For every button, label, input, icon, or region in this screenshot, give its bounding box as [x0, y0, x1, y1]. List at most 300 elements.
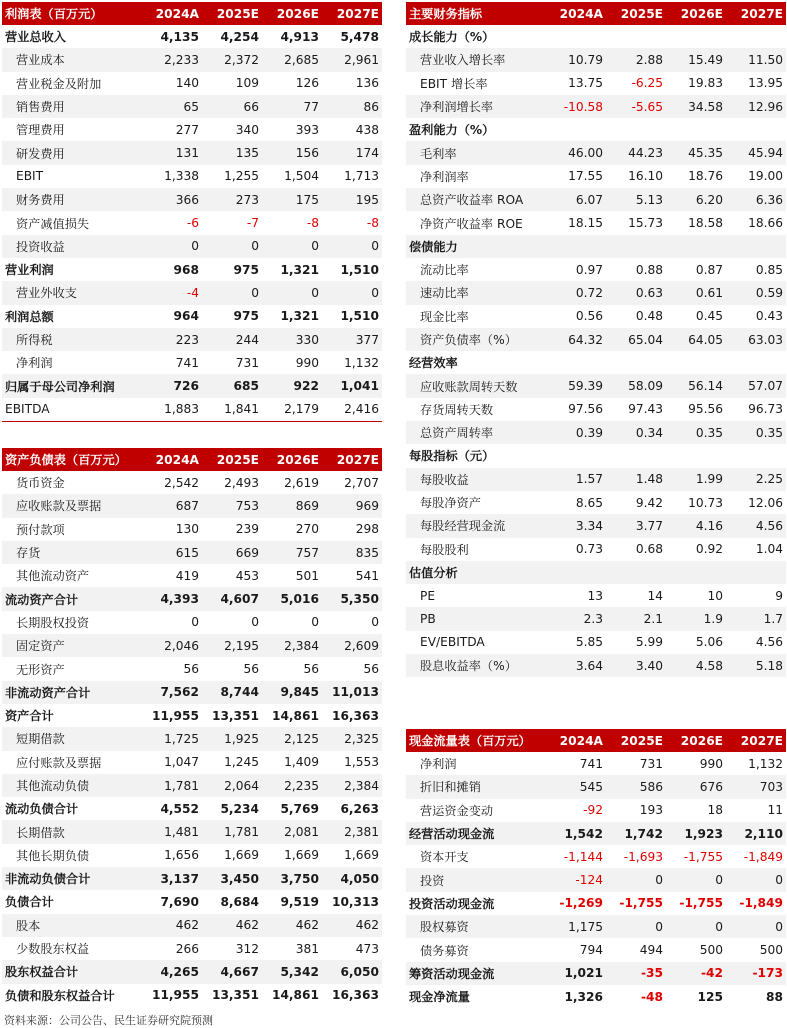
- value-cell: 0.35: [726, 421, 786, 444]
- value-cell: -8: [306, 216, 319, 231]
- value-cell: [666, 351, 726, 374]
- table-row: [2, 188, 382, 211]
- value-cell: 1.9: [666, 607, 726, 630]
- column-header: 2025E: [202, 448, 262, 471]
- value-cell: 726: [142, 374, 202, 397]
- value-cell: 1,553: [344, 755, 379, 770]
- value-cell: 5.06: [695, 635, 723, 650]
- value-cell: 2,046: [142, 634, 202, 657]
- row-label: 资产负债率（%）: [406, 328, 546, 351]
- value-cell: 703: [726, 775, 786, 798]
- value-cell: -1,849: [739, 896, 783, 911]
- table-row: [2, 914, 382, 937]
- value-cell: 97.43: [628, 402, 663, 417]
- financial-ratios-table: [406, 2, 786, 677]
- value-cell: 0: [322, 281, 382, 304]
- value-cell: 669: [202, 541, 262, 564]
- value-cell: 44.23: [606, 141, 666, 164]
- value-cell: 65.04: [606, 328, 666, 351]
- value-cell: 1.57: [546, 468, 606, 491]
- value-cell: 1,781: [202, 820, 262, 843]
- value-cell: 56: [183, 662, 199, 677]
- value-cell: [666, 25, 726, 48]
- value-cell: 14: [647, 588, 663, 603]
- value-cell: 11,955: [151, 708, 199, 723]
- value-cell: 9.42: [635, 495, 663, 510]
- value-cell: 3,137: [142, 867, 202, 890]
- table-title: 资产负债表（百万元）: [2, 448, 142, 471]
- value-cell: [666, 118, 726, 141]
- value-cell: 1,669: [344, 848, 379, 863]
- table-row: [406, 607, 786, 630]
- table-row: [406, 374, 786, 397]
- value-cell: 462: [142, 914, 202, 937]
- row-label: 应收账款及票据: [2, 494, 142, 517]
- value-cell: 2.88: [606, 48, 666, 71]
- value-cell: 975: [233, 262, 259, 277]
- row-label: 预付款项: [16, 522, 65, 537]
- value-cell: 11,013: [322, 681, 382, 704]
- column-header: 2026E: [666, 2, 726, 25]
- value-cell: 96.73: [748, 402, 783, 417]
- value-cell: 34.58: [666, 95, 726, 118]
- value-cell: 12.06: [748, 495, 783, 510]
- value-cell: [546, 118, 606, 141]
- value-cell: 19.00: [748, 169, 783, 184]
- value-cell: 377: [322, 328, 382, 351]
- table-row: [2, 72, 382, 95]
- value-cell: [726, 25, 786, 48]
- value-cell: 88: [766, 989, 783, 1004]
- table-row: [406, 48, 786, 71]
- value-cell: 56: [363, 662, 379, 677]
- table-row: [406, 985, 786, 1008]
- row-label: 长期借款: [2, 820, 142, 843]
- table-header-row: [2, 448, 382, 471]
- row-label: 非流动资产合计: [2, 681, 142, 704]
- value-cell: 0: [666, 915, 726, 938]
- table-row: [406, 72, 786, 95]
- row-label: 销售费用: [2, 95, 142, 118]
- value-cell: 869: [262, 494, 322, 517]
- row-label: 总资产收益率 ROA: [406, 188, 546, 211]
- value-cell: 4,135: [160, 29, 199, 44]
- value-cell: 0.39: [546, 421, 606, 444]
- table-row: [2, 281, 382, 304]
- value-cell: 0.48: [635, 309, 663, 324]
- table-row: [406, 328, 786, 351]
- value-cell: 0: [606, 868, 666, 891]
- row-label: 投资收益: [2, 235, 142, 258]
- row-label: 经营活动现金流: [406, 822, 546, 845]
- row-label: 经营效率: [409, 356, 458, 371]
- row-label: 股权募资: [406, 915, 546, 938]
- value-cell: 3.40: [606, 654, 666, 677]
- table-row: [2, 564, 382, 587]
- value-cell: 8,744: [202, 681, 262, 704]
- row-label: 毛利率: [406, 141, 546, 164]
- value-cell: 494: [639, 943, 663, 958]
- value-cell: 15.49: [666, 48, 726, 71]
- table-row: [2, 211, 382, 234]
- table-row: [2, 657, 382, 680]
- row-label: 净利润增长率: [406, 95, 546, 118]
- value-cell: 0.35: [666, 421, 726, 444]
- value-cell: 462: [202, 914, 262, 937]
- column-header: 2025E: [606, 2, 666, 25]
- table-row: [2, 25, 382, 48]
- value-cell: 4,265: [142, 960, 202, 983]
- value-cell: 8.65: [575, 495, 603, 510]
- table-row: [406, 654, 786, 677]
- row-label: 每股股利: [420, 542, 469, 557]
- value-cell: 0.45: [695, 309, 723, 324]
- income-statement-table: [2, 2, 382, 422]
- value-cell: 95.56: [688, 402, 723, 417]
- value-cell: 393: [295, 122, 319, 137]
- value-cell: 273: [202, 188, 262, 211]
- value-cell: 3.34: [546, 514, 606, 537]
- value-cell: 2,384: [262, 634, 322, 657]
- value-cell: 9,519: [280, 894, 319, 909]
- value-cell: 0: [322, 235, 382, 258]
- table-row: [406, 141, 786, 164]
- row-label: 折旧和摊销: [406, 775, 546, 798]
- value-cell: 0: [666, 868, 726, 891]
- table-row: [2, 937, 382, 960]
- value-cell: 2.1: [606, 607, 666, 630]
- value-cell: 2,081: [262, 820, 322, 843]
- row-label: 投资: [406, 868, 546, 891]
- value-cell: 3,750: [262, 867, 322, 890]
- table-row: [2, 984, 382, 1007]
- value-cell: 753: [202, 494, 262, 517]
- value-cell: 125: [697, 989, 723, 1004]
- value-cell: 5,350: [322, 587, 382, 610]
- table-row: [406, 514, 786, 537]
- value-cell: 1,923: [666, 822, 726, 845]
- value-cell: 13: [587, 588, 603, 603]
- value-cell: [546, 235, 606, 258]
- value-cell: 5.18: [726, 654, 786, 677]
- table-row: [2, 797, 382, 820]
- row-label: 其他流动资产: [16, 569, 90, 584]
- row-label: 现金比率: [420, 309, 469, 324]
- value-cell: 0.68: [635, 542, 663, 557]
- value-cell: 0: [202, 281, 262, 304]
- value-cell: 239: [235, 522, 259, 537]
- value-cell: 11,955: [151, 988, 199, 1003]
- table-row: [2, 587, 382, 610]
- table-row: [2, 960, 382, 983]
- value-cell: 1,883: [164, 402, 199, 417]
- value-cell: -6: [186, 216, 199, 231]
- value-cell: 1.04: [755, 542, 783, 557]
- value-cell: 1,713: [344, 169, 379, 184]
- table-title: 现金流量表（百万元）: [406, 729, 546, 752]
- value-cell: 462: [322, 914, 382, 937]
- row-label: 每股经营现金流: [406, 514, 546, 537]
- value-cell: -92: [583, 803, 603, 818]
- value-cell: 1,338: [164, 169, 199, 184]
- table-row: [2, 471, 382, 494]
- value-cell: [546, 444, 606, 467]
- value-cell: 453: [235, 568, 259, 583]
- value-cell: 131: [142, 141, 202, 164]
- row-label: 净利润率: [420, 169, 469, 184]
- table-row: [2, 351, 382, 374]
- value-cell: 4,254: [220, 29, 259, 44]
- row-label: 净资产收益率 ROE: [420, 216, 523, 231]
- value-cell: 5,234: [220, 801, 259, 816]
- column-header: 2024A: [142, 2, 202, 25]
- row-label: 流动比率: [420, 263, 469, 278]
- table-row: [406, 258, 786, 281]
- value-cell: 4,913: [280, 29, 319, 44]
- value-cell: 4,050: [322, 867, 382, 890]
- value-cell: 835: [322, 541, 382, 564]
- balance-sheet-table: [2, 448, 382, 1007]
- table-row: [406, 962, 786, 985]
- value-cell: 0: [371, 615, 379, 630]
- table-row: [2, 820, 382, 843]
- value-cell: 968: [173, 262, 199, 277]
- value-cell: 18.15: [568, 216, 603, 231]
- value-cell: 462: [262, 914, 322, 937]
- value-cell: 13.75: [568, 76, 603, 91]
- value-cell: 340: [235, 122, 259, 137]
- value-cell: 13.95: [748, 76, 783, 91]
- value-cell: 2,685: [262, 48, 322, 71]
- value-cell: 6.07: [546, 188, 606, 211]
- row-label: 应收账款周转天数: [406, 374, 546, 397]
- column-header: 2026E: [666, 729, 726, 752]
- table-row: [2, 95, 382, 118]
- value-cell: 156: [262, 141, 322, 164]
- row-label: 管理费用: [16, 123, 65, 138]
- table-row: [406, 561, 786, 584]
- table-row: [406, 799, 786, 822]
- row-label: 非流动负债合计: [2, 867, 142, 890]
- table-row: [2, 374, 382, 397]
- value-cell: 1,510: [340, 309, 379, 324]
- value-cell: -1,144: [563, 849, 603, 864]
- value-cell: 1,041: [322, 374, 382, 397]
- value-cell: 1,321: [280, 309, 319, 324]
- table-header-row: [406, 729, 786, 752]
- value-cell: 45.94: [726, 141, 786, 164]
- table-row: [406, 444, 786, 467]
- value-cell: 270: [295, 522, 319, 537]
- value-cell: 6.20: [666, 188, 726, 211]
- value-cell: 2,179: [284, 402, 319, 417]
- value-cell: 0.88: [635, 262, 663, 277]
- value-cell: 0.56: [575, 309, 603, 324]
- column-header: 2027E: [322, 448, 382, 471]
- row-label: 营运资金变动: [420, 803, 494, 818]
- value-cell: 473: [355, 941, 379, 956]
- value-cell: 244: [202, 328, 262, 351]
- value-cell: 1,245: [224, 755, 259, 770]
- value-cell: 1,481: [142, 820, 202, 843]
- value-cell: 381: [295, 941, 319, 956]
- row-label: EBITDA: [5, 402, 50, 417]
- value-cell: 1,781: [142, 774, 202, 797]
- table-row: [406, 421, 786, 444]
- table-row: [2, 867, 382, 890]
- value-cell: 922: [262, 374, 322, 397]
- row-label: 资产减值损失: [16, 216, 90, 231]
- value-cell: 1.48: [606, 468, 666, 491]
- table-row: [406, 538, 786, 561]
- value-cell: 1,021: [546, 962, 606, 985]
- row-label: 少数股东权益: [16, 942, 90, 957]
- value-cell: 18.76: [688, 169, 723, 184]
- value-cell: 501: [295, 568, 319, 583]
- value-cell: -124: [546, 868, 606, 891]
- row-label: 投资活动现金流: [409, 896, 495, 911]
- value-cell: [666, 561, 726, 584]
- value-cell: 1,742: [606, 822, 666, 845]
- table-row: [2, 235, 382, 258]
- row-label: EBIT: [16, 169, 44, 184]
- row-label: 筹资活动现金流: [406, 962, 546, 985]
- value-cell: -6.25: [631, 76, 663, 91]
- value-cell: 741: [579, 756, 603, 771]
- column-header: 2024A: [546, 729, 606, 752]
- value-cell: 4.56: [755, 635, 783, 650]
- row-label: 每股收益: [406, 468, 546, 491]
- value-cell: [726, 351, 786, 374]
- value-cell: 10.79: [546, 48, 606, 71]
- table-row: [2, 890, 382, 913]
- value-cell: [666, 444, 726, 467]
- value-cell: 4,607: [202, 587, 262, 610]
- value-cell: 19.83: [688, 76, 723, 91]
- value-cell: 266: [175, 941, 199, 956]
- table-row: [406, 281, 786, 304]
- row-label: 股本: [2, 914, 142, 937]
- value-cell: 438: [355, 122, 379, 137]
- value-cell: 6.36: [726, 188, 786, 211]
- table-row: [2, 48, 382, 71]
- value-cell: -8: [366, 216, 379, 231]
- value-cell: -7: [246, 216, 259, 231]
- row-label: 成长能力（%）: [409, 30, 495, 45]
- value-cell: 66: [202, 95, 262, 118]
- row-label: 估值分析: [406, 561, 546, 584]
- value-cell: 0.85: [755, 262, 783, 277]
- value-cell: [606, 25, 666, 48]
- table-row: [406, 775, 786, 798]
- value-cell: 65: [142, 95, 202, 118]
- value-cell: 4.56: [726, 514, 786, 537]
- row-label: 短期借款: [2, 727, 142, 750]
- value-cell: 2,542: [164, 475, 199, 490]
- table-row: [2, 494, 382, 517]
- value-cell: -173: [726, 962, 786, 985]
- value-cell: 18.58: [688, 216, 723, 231]
- value-cell: -35: [606, 962, 666, 985]
- row-label: 营业外收支: [2, 281, 142, 304]
- value-cell: 757: [262, 541, 322, 564]
- value-cell: 1,669: [284, 848, 319, 863]
- value-cell: 741: [175, 355, 199, 370]
- value-cell: 3,450: [202, 867, 262, 890]
- value-cell: 731: [235, 355, 259, 370]
- source-note: 资料来源：公司公告、民生证券研究院预测: [4, 1014, 213, 1027]
- value-cell: [606, 235, 666, 258]
- value-cell: 2,609: [322, 634, 382, 657]
- table-row: [406, 892, 786, 915]
- value-cell: -48: [640, 989, 663, 1004]
- financial-ratios-panel: [406, 2, 786, 677]
- value-cell: 2,381: [322, 820, 382, 843]
- value-cell: 1,326: [564, 989, 603, 1004]
- row-label: 每股净资产: [420, 496, 481, 511]
- value-cell: 5,016: [262, 587, 322, 610]
- row-label: 营业利润: [5, 263, 54, 278]
- value-cell: 794: [579, 943, 603, 958]
- value-cell: 4,667: [202, 960, 262, 983]
- value-cell: 57.07: [726, 374, 786, 397]
- value-cell: 2,325: [322, 727, 382, 750]
- value-cell: 419: [175, 568, 199, 583]
- value-cell: -1,693: [623, 849, 663, 864]
- value-cell: 1,925: [202, 727, 262, 750]
- value-cell: [726, 235, 786, 258]
- value-cell: 3.77: [606, 514, 666, 537]
- table-title: 利润表（百万元）: [2, 2, 142, 25]
- value-cell: 109: [235, 76, 259, 91]
- value-cell: 56: [243, 662, 259, 677]
- value-cell: 1,841: [224, 402, 259, 417]
- value-cell: 2,707: [344, 475, 379, 490]
- value-cell: 2,125: [262, 727, 322, 750]
- row-label: 总资产周转率: [406, 421, 546, 444]
- value-cell: 615: [142, 541, 202, 564]
- value-cell: 223: [142, 328, 202, 351]
- row-label: 应付账款及票据: [16, 755, 102, 770]
- value-cell: 86: [322, 95, 382, 118]
- value-cell: 2,064: [202, 774, 262, 797]
- row-label: PB: [406, 607, 546, 630]
- table-row: [406, 118, 786, 141]
- column-header: 2024A: [142, 448, 202, 471]
- row-label: 营业总收入: [5, 30, 66, 45]
- value-cell: 2.3: [546, 607, 606, 630]
- table-row: [2, 751, 382, 774]
- table-row: [406, 491, 786, 514]
- table-row: [2, 704, 382, 727]
- value-cell: 1,542: [546, 822, 606, 845]
- value-cell: 126: [295, 76, 319, 91]
- value-cell: 0: [142, 235, 202, 258]
- value-cell: 731: [639, 756, 663, 771]
- value-cell: -1,269: [559, 896, 603, 911]
- table-row: [406, 235, 786, 258]
- value-cell: 0.61: [666, 281, 726, 304]
- value-cell: 1,321: [280, 262, 319, 277]
- value-cell: 6,263: [340, 801, 379, 816]
- row-label: 存货周转天数: [420, 402, 494, 417]
- table-row: [2, 328, 382, 351]
- value-cell: -1,849: [743, 849, 783, 864]
- value-cell: 1.7: [726, 607, 786, 630]
- value-cell: 1,409: [284, 755, 319, 770]
- row-label: 流动负债合计: [5, 802, 79, 817]
- value-cell: 298: [355, 522, 379, 537]
